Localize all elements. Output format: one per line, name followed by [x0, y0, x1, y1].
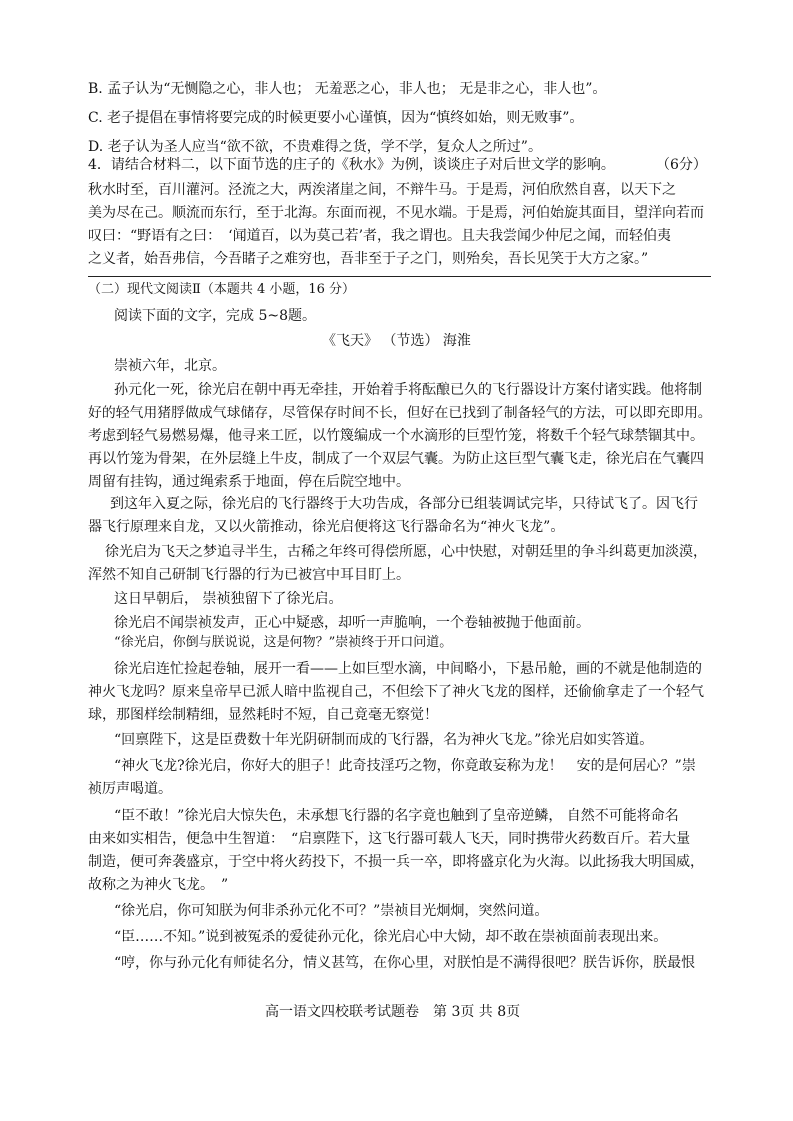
story-line: 球，那图样绘制精细，显然耗时不短，自己竟毫无察觉！: [88, 707, 438, 723]
story-title: 《飞天》 （节选） 海淮: [322, 333, 471, 349]
passage-line: 美为尽在己。顺流而东行，至于北海。东面而视，不见水端。于是焉，河伯始旋其面目，望洋向若而: [88, 205, 704, 221]
option-c: C. 老子提倡在事情将要完成的时候更要小心谨慎，因为“慎终如始，则无败事”。: [88, 110, 584, 126]
story-line: 由来如实相告，便急中生智道： “启禀陛下，这飞行器可载人飞天，同时携带火药数百斤。若大量: [88, 831, 691, 847]
story-line: “臣不敢！”徐光启大惊失色，未承想飞行器的名字竟也触到了皇帝逆鳞， 自然不可能将命名: [114, 808, 679, 824]
question-4-score: （6分）: [656, 157, 707, 173]
story-line: “徐光启，你倒与朕说说，这是何物？”崇祯终于开口问道。: [114, 635, 453, 650]
question-4-stem: 4．请结合材料二，以下面节选的庄子的《秋水》为例，谈谈庄子对后世文学的影响。: [88, 157, 615, 173]
section-divider: [88, 276, 711, 277]
story-line: 考虑到轻气易燃易爆，他寻来工匠，以竹篾编成一个水滴形的巨型竹笼，将数千个轻气球禁锢其中。: [88, 428, 704, 444]
story-line: 故称之为神火飞龙。 ”: [88, 877, 229, 893]
option-b: B. 孟子认为“无恻隐之心，非人也； 无羞恶之心，非人也； 无是非之心，非人也”。: [88, 81, 607, 97]
story-line: 好的轻气用猪脬做成气球储存，尽管保存时间不长，但好在已找到了制备轻气的方法，可以即充即用。: [88, 405, 712, 421]
story-line: “神火飞龙?徐光启，你好大的胆子！此奇技淫巧之物，你竟敢妄称为龙！ 安的是何居心？”崇: [114, 758, 696, 774]
option-d: D. 老子认为圣人应当“欲不欲，不贵难得之货，学不学，复众人之所过”。: [88, 139, 542, 155]
story-line: “徐光启，你可知朕为何非杀孙元化不可？”崇祯目光炯炯，突然问道。: [114, 903, 549, 919]
story-line: 孙元化一死，徐光启在朝中再无牵挂，开始着手将酝酿已久的飞行器设计方案付诸实践。他将制: [114, 382, 702, 398]
story-line: 徐光启不闻崇祯发声，正心中疑惑，却听一声脆响，一个卷轴被抛于他面前。: [114, 615, 590, 631]
story-line: “臣……不知。”说到被冤杀的爱徒孙元化，徐光启心中大恸，却不敢在崇祯面前表现出来。: [114, 929, 668, 945]
story-line: 周留有挂钩，通过绳索系于地面，停在后院空地中。: [88, 474, 410, 490]
story-line: 到这年入夏之际，徐光启的飞行器终于大功告成，各部分已组装调试完毕，只待试飞了。因飞行: [110, 496, 698, 512]
story-line: 徐光启为飞天之梦追寻半生，古稀之年终可得偿所愿，心中快慰，对朝廷里的争斗纠葛更加淡漠，: [105, 544, 707, 560]
story-line: 这日早朝后， 崇祯独留下了徐光启。: [114, 591, 343, 607]
passage-line: 之义者，始吾弗信，今吾睹子之难穷也，吾非至于子之门，则殆矣，吾长见笑于大方之家。”: [88, 251, 649, 267]
story-line: 崇祯六年，北京。: [114, 358, 226, 374]
page-footer: 高一语文四校联考试题卷 第 3页 共 8页: [265, 1004, 521, 1020]
passage-line: 叹曰：“野语有之曰： ‘闻道百，以为莫己若’者，我之谓也。且夫我尝闻少仲尼之闻，而轻伯夷: [88, 228, 672, 244]
story-line: 浑然不知自己研制飞行器的行为已被宫中耳目盯上。: [88, 567, 410, 583]
passage-line: 秋水时至，百川灌河。泾流之大，两涘渚崖之间，不辩牛马。于是焉，河伯欣然自喜，以天下之: [88, 182, 676, 198]
story-line: 制造，便可奔袭盛京，于空中将火药投下，不损一兵一卒，即将盛京化为火海。以此扬我大明国威，: [88, 854, 704, 870]
story-line: 祯厉声喝道。: [88, 781, 172, 797]
reading-instruction: 阅读下面的文字，完成 5~8题。: [114, 308, 316, 324]
story-line: 再以竹笼为骨架，在外层缝上牛皮，制成了一个双层气囊。为防止这巨型气囊飞走，徐光启在气囊四: [88, 451, 704, 467]
story-line: “回禀陛下，这是臣费数十年光阴研制而成的飞行器，名为神火飞龙。”徐光启如实答道。: [114, 732, 654, 748]
story-line: “哼，你与孙元化有师徒名分，情义甚笃，在你心里，对朕怕是不满得很吧？朕告诉你，朕最恨: [114, 955, 696, 971]
story-line: 神火飞龙吗？原来皇帝早已派人暗中监视自己，不但绘下了神火飞龙的图样，还偷偷拿走了一个轻气: [88, 684, 704, 700]
section-2-header: （二）现代文阅读Ⅱ（本题共 4 小题，16 分）: [88, 282, 356, 297]
story-line: 徐光启连忙捡起卷轴，展开一看——上如巨型水滴，中间略小，下悬吊舱，画的不就是他制造的: [114, 661, 702, 677]
story-line: 器飞行原理来自龙，又以火箭推动，徐光启便将这飞行器命名为“神火飞龙”。: [88, 519, 565, 535]
